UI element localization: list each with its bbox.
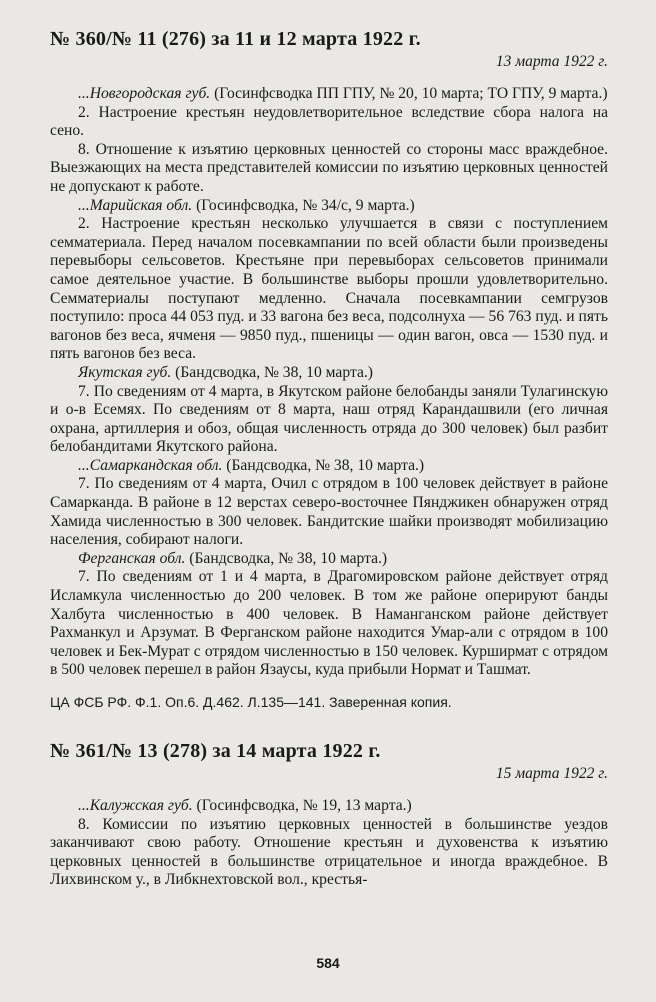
- paragraph-text: 8. Комиссии по изъятию церковных ценностей в большинстве уездов заканчивают свою работу. Отношение крестьян и духовенства к изъятию церковных ценностей в большинстве отрицательное и иногда враждебное. В Лихвинском у., в Либкнехтовской вол., крестья-: [50, 815, 608, 889]
- paragraph-text: 8. Отношение к изъятию церковных ценностей со стороны масс враждебное. Выезжающих на места представителей комиссии по изъятию церковных ценностей не допускают к работе.: [50, 140, 608, 195]
- region-name: Ферганская обл.: [78, 549, 186, 567]
- paragraph-text: (Госинфсводка ПП ГПУ, № 20, 10 марта; ТО ГПУ, 9 марта.): [210, 85, 608, 102]
- paragraph-text: 7. По сведениям от 4 марта, в Якутском районе белобанды заняли Тулагинскую и о-в Есемях. По сведениям от 8 марта, наш отряд Карандашвили (его личная охрана, артиллерия и обоз, общая численность отряда до 300 человек) был разбит белобандитами Якутского района.: [50, 382, 608, 456]
- paragraph: [50, 85, 608, 104]
- paragraph: [50, 457, 608, 476]
- document-body-360: [50, 85, 608, 680]
- paragraph: [50, 215, 608, 364]
- paragraph: [50, 383, 608, 457]
- paragraph: [50, 816, 608, 890]
- paragraph-text: 7. По сведениям от 1 и 4 марта, в Драгомировском районе действует отряд Исламкула численностью до 200 человек. В том же районе оперируют банды Халбута численностью в 400 человек. В Наманганском районе действует Рахманкул и Арзумат. В Ферганском районе находится Умар-али с отрядом в 100 человек и Бек-Мурат с отрядом численностью в 150 человек. Курширмат с отрядом в 500 человек перешел в район Язаусы, куда прибыли Нормат и Ташмат.: [50, 568, 608, 679]
- page-number: 584: [316, 955, 340, 971]
- archive-reference: ЦА ФСБ РФ. Ф.1. Оп.6. Д.462. Л.135—141. Заверенная копия.: [50, 694, 452, 710]
- paragraph: [50, 568, 608, 680]
- paragraph-text: (Бандсводка, № 38, 10 марта.): [171, 363, 373, 381]
- paragraph: [50, 550, 608, 569]
- paragraph: [50, 141, 608, 197]
- region-name: ...Калужская губ.: [78, 797, 193, 814]
- paragraph: [50, 104, 608, 141]
- document-date-360: 13 марта 1922 г.: [495, 53, 608, 70]
- paragraph-text: 2. Настроение крестьян несколько улучшается в связи с поступлением семматериала. Перед началом посевкампании по всей области были произведены перевыборы сельсоветов. Крестьяне при перевыборах сельсоветов принимали самое деятельное участие. В большинстве выборы прошли удовлетворительно. Семматериалы поступают медленно. Сначала посевкампании семгрузов поступило: проса 44 053 пуд. и 33 вагона без веса, подсолнуха — 56 763 пуд. и пять вагонов без веса, ячменя — 9850 пуд., пшеницы — один вагон, овса — 1530 пуд. и пять вагонов без веса.: [50, 215, 608, 363]
- paragraph: [50, 364, 608, 383]
- document-body-361: [50, 797, 608, 890]
- document-heading-361: № 361/№ 13 (278) за 14 марта 1922 г.: [50, 740, 381, 762]
- paragraph: [50, 797, 608, 816]
- region-name: Якутская губ.: [78, 363, 172, 381]
- paragraph: [50, 197, 608, 216]
- paragraph: [50, 475, 608, 549]
- region-name: ...Новгородская губ.: [78, 85, 211, 102]
- paragraph-text: (Бандсводка, № 38, 10 марта.): [185, 549, 388, 567]
- region-name: ...Марийская обл.: [78, 196, 193, 214]
- paragraph-text: (Госинфсводка, № 34/с, 9 марта.): [192, 196, 415, 214]
- document-date-361: 15 марта 1922 г.: [495, 765, 608, 782]
- paragraph-text: (Госинфсводка, № 19, 13 марта.): [192, 797, 412, 814]
- paragraph-text: 7. По сведениям от 4 марта, Очил с отрядом в 100 человек действует в районе Самарканда. В районе в 12 верстах северо-восточнее Пянджикен обнаружен отряд Хамида численностью в 300 человек. Бандитские шайки производят мобилизацию населения, собирают налоги.: [50, 475, 608, 549]
- paragraph-text: 2. Настроение крестьян неудовлетворительное вследствие сбора налога на сено.: [50, 103, 608, 140]
- document-heading-360: № 360/№ 11 (276) за 11 и 12 марта 1922 г.: [50, 28, 421, 50]
- paragraph-text: (Бандсводка, № 38, 10 марта.): [222, 456, 425, 474]
- region-name: ...Самаркандская обл.: [78, 456, 223, 474]
